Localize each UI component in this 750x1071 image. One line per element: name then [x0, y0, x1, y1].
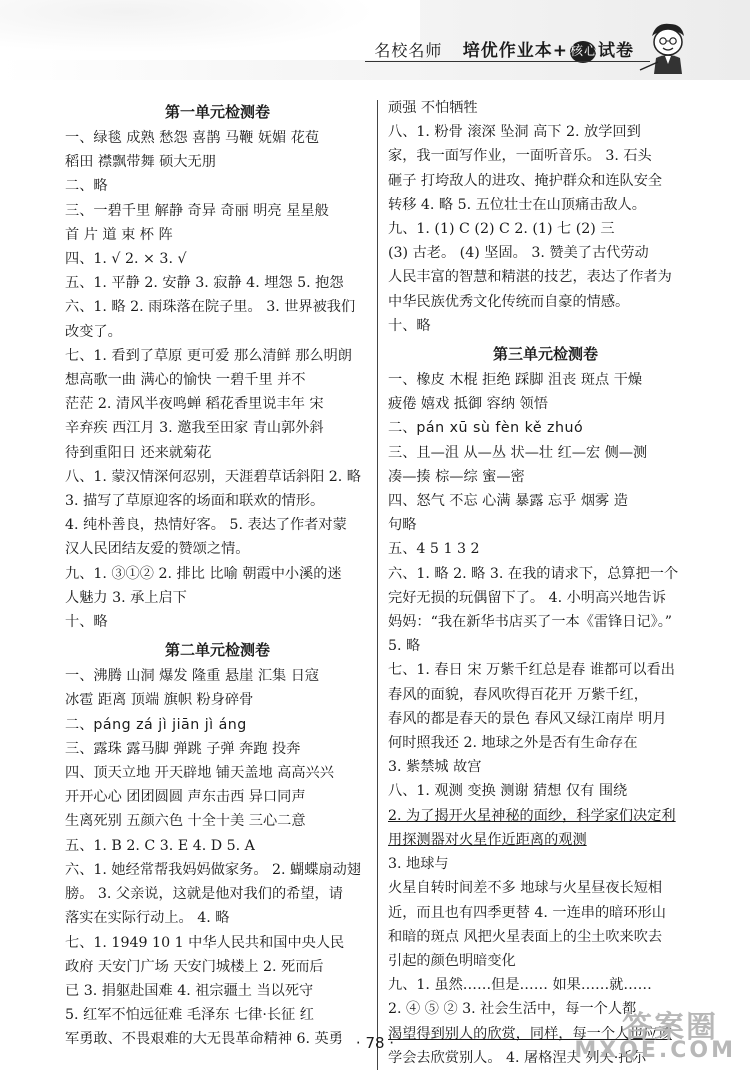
- item-number: 一、: [65, 130, 94, 146]
- answer-item: [65, 344, 370, 368]
- answer-text: 1. (1) C (2) C 2. (1) 七 (2) 三: [416, 221, 615, 238]
- item-number: 五、: [65, 837, 94, 854]
- answer-continuation: [65, 882, 370, 906]
- answer-continuation: [65, 416, 370, 440]
- answer-item: [388, 120, 703, 144]
- answer-item: [65, 126, 370, 150]
- answer-item: [388, 562, 703, 586]
- answer-text: 句略: [388, 517, 417, 534]
- answer-text: 一碧千里 解静 奇异 奇丽 明亮 星星般: [93, 202, 329, 219]
- item-number: 五、: [65, 275, 94, 292]
- answer-text: 近，而且也有四季更替 4. 一连串的暗环形山: [388, 904, 666, 921]
- answer-text: 已 3. 捐躯赴国难 4. 祖宗疆土 当以死守: [65, 982, 314, 999]
- header-series-prefix: 培优作业本+: [462, 41, 568, 61]
- answer-text: 绿毯 成熟 愁怨 喜鹊 马鞭 妩媚 花苞: [93, 130, 320, 146]
- answer-continuation: [65, 979, 370, 1003]
- answer-text: 1. 虽然……但是…… 如果……就……: [416, 977, 652, 994]
- item-number: 八、: [388, 124, 417, 141]
- answer-continuation: [388, 265, 703, 289]
- answer-text: 且—沮 从—丛 状—壮 红—宏 侧—测: [416, 444, 648, 461]
- answer-item: [65, 858, 370, 882]
- answer-continuation: [65, 906, 370, 930]
- answer-item: [65, 465, 370, 489]
- item-number: 六、: [388, 565, 417, 582]
- answer-continuation: [65, 320, 370, 344]
- item-number: 三、: [65, 202, 94, 219]
- watermark-logo: [574, 1002, 740, 1066]
- answer-text: 想高歌一曲 满心的愉快 一碧千里 并不: [65, 372, 306, 389]
- answer-continuation: [388, 876, 703, 900]
- answer-continuation: [65, 150, 370, 174]
- item-number: 三、: [65, 740, 94, 757]
- item-number: 二、: [388, 420, 417, 437]
- answer-text: 略: [416, 317, 431, 334]
- watermark-text-top: 答案圈: [622, 1010, 718, 1045]
- answer-text: 家，我一面写作业，一面听音乐。 3. 石头: [388, 148, 652, 165]
- answer-text: 生离死别 五颜六色 十全十美 三心二意: [65, 813, 306, 830]
- answer-continuation: [388, 852, 703, 876]
- answer-text: 4 5 1 3 2: [416, 541, 480, 558]
- item-number: 八、: [388, 783, 417, 800]
- answer-item: [65, 834, 370, 858]
- answer-item: [65, 610, 370, 634]
- page-header: [0, 0, 750, 80]
- answer-item: [65, 931, 370, 955]
- answer-continuation: [388, 804, 703, 828]
- answer-continuation: [65, 441, 370, 465]
- answer-text: 1. ③①② 2. 排比 比喻 朝霞中小溪的迷: [93, 565, 342, 582]
- section-title: 第三单元检测卷: [492, 345, 598, 364]
- answer-item: [65, 761, 370, 785]
- answer-continuation: [388, 586, 703, 610]
- answer-text: pán xū sù fèn kě zhuó: [416, 420, 584, 437]
- answer-text: 4. 纯朴善良，热情好客。 5. 表达了作者对蒙: [65, 517, 347, 534]
- item-number: 九、: [388, 977, 417, 994]
- header-decoration: [0, 0, 420, 60]
- answer-text: 春风的面貌，春风吹得百花开 万紫千红，: [388, 686, 648, 703]
- item-number: 二、: [65, 716, 94, 733]
- teacher-mascot-icon: [638, 16, 698, 76]
- answer-text: 和暗的斑点 风把火星表面上的尘土吹来吹去: [388, 928, 663, 945]
- header-title: [374, 36, 634, 63]
- item-number: 一、: [65, 668, 94, 685]
- answer-item: [65, 562, 370, 586]
- answer-text: 1. 看到了草原 更可爱 那么清鲜 那么明朗: [93, 347, 352, 364]
- answer-text: 1. 略 2. 略 3. 在我的请求下，总算把一个: [416, 565, 679, 582]
- header-seal-icon: 核心: [570, 41, 596, 63]
- answer-text: 橡皮 木棍 拒绝 踩脚 沮丧 斑点 干燥: [416, 372, 643, 389]
- answer-text: 2. ④ ⑤ ② 3. 社会生活中，每一个人都: [388, 1001, 637, 1018]
- header-school: 名校名师: [374, 41, 443, 60]
- section-title: 第二单元检测卷: [164, 641, 270, 660]
- answer-text: 春风的都是春天的景色 春风又绿江南岸 明月: [388, 710, 667, 727]
- answer-item: [388, 416, 703, 440]
- answer-text: 待到重阳日 还来就菊花: [65, 444, 212, 461]
- answer-text: 政府 天安门广场 天安门城楼上 2. 死而后: [65, 958, 324, 975]
- answer-text: 茫茫 2. 清风半夜鸣蝉 稻花香里说丰年 宋: [65, 396, 324, 413]
- item-number: 一、: [388, 372, 417, 389]
- answer-text: 人民丰富的智慧和精湛的技艺，表达了作者为: [388, 269, 672, 286]
- answer-text: 引起的颜色明暗变化: [388, 952, 516, 969]
- answer-text: 3. 紫禁城 故宫: [388, 759, 482, 776]
- answer-text: 膀。 3. 父亲说，这就是他对我们的希望，请: [65, 886, 343, 903]
- right-column: [388, 96, 703, 1070]
- item-number: 九、: [388, 221, 417, 238]
- answer-text: 完好无损的玩偶留下了。 4. 小明高兴地告诉: [388, 589, 666, 606]
- answer-continuation: [65, 586, 370, 610]
- answer-text: 冰雹 距离 顶端 旗帜 粉身碎骨: [65, 692, 254, 709]
- answer-continuation: [65, 809, 370, 833]
- answer-text: 辛弃疾 西江月 3. 邀我至田家 青山郭外斜: [65, 420, 324, 437]
- answer-text: 人魅力 3. 承上启下: [65, 589, 187, 606]
- answer-continuation: [388, 828, 703, 852]
- answer-continuation: [65, 513, 370, 537]
- answer-text: 用探测器对火星作近距离的观测: [388, 831, 587, 848]
- page-number: · 78 ·: [355, 1034, 395, 1052]
- column-divider: [377, 100, 378, 1070]
- item-number: 七、: [388, 662, 417, 679]
- answer-text: 怒气 不忘 心满 暴露 忘乎 烟雾 造: [416, 493, 628, 510]
- answer-text: 露珠 露马脚 弹跳 子弹 奔跑 投奔: [93, 740, 301, 757]
- answer-continuation: [388, 731, 703, 755]
- answer-text: 3. 描写了草原迎客的场面和联欢的情形。: [65, 493, 325, 510]
- answer-item: [388, 973, 703, 997]
- answer-item: [65, 664, 370, 688]
- answer-text: 2. 为了揭开火星神秘的面纱，科学家们决定利: [388, 807, 676, 824]
- answer-item: [65, 737, 370, 761]
- item-number: 四、: [65, 251, 94, 268]
- item-number: 四、: [388, 493, 417, 510]
- answer-item: [65, 247, 370, 271]
- answer-text: 沸腾 山洞 爆发 隆重 悬崖 汇集 日寇: [93, 668, 320, 685]
- section-title: 第一单元检测卷: [164, 103, 270, 121]
- answer-text: 稻田 襟飘带舞 硕大无朋: [65, 154, 216, 171]
- item-number: 七、: [65, 347, 94, 364]
- answer-text: 1. 平静 2. 安静 3. 寂静 4. 埋怨 5. 抱怨: [93, 275, 344, 292]
- answer-item: [388, 537, 703, 561]
- item-number: 四、: [65, 765, 94, 782]
- answer-text: 1. 她经常帮我妈妈做家务。 2. 蝴蝶扇动翅: [93, 861, 361, 878]
- answer-continuation: [388, 901, 703, 925]
- answer-continuation: [388, 169, 703, 193]
- watermark-text-bottom: MXQE.COM: [574, 1038, 736, 1063]
- answer-continuation: [388, 634, 703, 658]
- answer-text: 何时照我还 2. 地球之外是否有生命存在: [388, 735, 638, 752]
- answer-text: 1. 1949 10 1 中华人民共和国中央人民: [93, 934, 345, 951]
- answer-text: (3) 古老。 (4) 坚固。 3. 赞美了古代劳动: [388, 245, 649, 262]
- answer-item: [388, 368, 703, 392]
- answer-item: [388, 779, 703, 803]
- answer-continuation: [388, 925, 703, 949]
- answer-continuation: [388, 241, 703, 265]
- answer-text: 汉人民团结友爱的赞颂之情。: [65, 541, 250, 558]
- item-number: 七、: [65, 934, 94, 951]
- answer-text: 略: [93, 178, 108, 195]
- answer-text: 1. 粉骨 滚深 坠洞 高下 2. 放学回到: [416, 124, 641, 141]
- item-number: 二、: [65, 178, 94, 195]
- answer-text: 凑—揍 棕—综 蜜—密: [388, 468, 525, 485]
- answer-continuation: [65, 489, 370, 513]
- answer-text: 学会去欣赏别人。 4. 屠格涅夫 列夫·托尔: [388, 1049, 647, 1066]
- item-number: 九、: [65, 565, 94, 582]
- answer-item: [388, 441, 703, 465]
- answer-continuation: [65, 537, 370, 561]
- answer-text: páng zá jì jiān jì áng: [93, 716, 247, 733]
- answer-continuation: [388, 144, 703, 168]
- header-rule: [365, 61, 650, 62]
- answer-text: 1. B 2. C 3. E 4. D 5. A: [93, 837, 255, 854]
- answer-text: 顽强 不怕牺牲: [388, 100, 478, 116]
- answer-text: 疲倦 嬉戏 抵御 容纳 领悟: [388, 396, 548, 413]
- answer-item: [65, 199, 370, 223]
- answer-continuation: [65, 688, 370, 712]
- answer-text: 开开心心 团团圆圆 声东击西 异口同声: [65, 789, 306, 806]
- answer-text: 中华民族优秀文化传统而自豪的情感。: [388, 293, 630, 310]
- answer-continuation: [388, 949, 703, 973]
- answer-text: 顶天立地 开天辟地 铺天盖地 高高兴兴: [93, 765, 334, 782]
- answer-continuation: [388, 707, 703, 731]
- answer-text: 落实在实际行动上。 4. 略: [65, 910, 230, 927]
- answer-text: 1. √ 2. × 3. √: [93, 251, 187, 268]
- answer-continuation: [388, 683, 703, 707]
- answer-continuation: [388, 193, 703, 217]
- header-series-suffix: 试卷: [598, 41, 634, 61]
- answer-text: 1. 观测 变换 测谢 猜想 仅有 围绕: [416, 783, 628, 800]
- answer-text: 军勇敢、不畏艰难的大无畏革命精神 6. 英勇: [65, 1031, 343, 1048]
- answer-continuation: [388, 290, 703, 314]
- answer-continuation: [388, 610, 703, 634]
- answer-item: [65, 295, 370, 319]
- answer-text: 首 片 道 束 杯 阵: [65, 226, 173, 243]
- answer-item: [388, 658, 703, 682]
- answer-text: 砸子 打垮敌人的进攻、掩护群众和连队安全: [388, 172, 663, 189]
- answer-continuation: [65, 1003, 370, 1027]
- answer-text: 渴望得到别人的欣赏，同样，每一个人也应该: [388, 1025, 672, 1042]
- item-number: 十、: [388, 317, 417, 334]
- answer-text: 5. 红军不怕远征难 毛泽东 七律·长征 红: [65, 1007, 314, 1024]
- item-number: 六、: [65, 861, 94, 878]
- item-number: 三、: [388, 444, 417, 461]
- answer-continuation: [65, 368, 370, 392]
- answer-continuation: [388, 513, 703, 537]
- answer-text: 转移 4. 略 5. 五位壮士在山顶痛击敌人。: [388, 196, 646, 213]
- item-number: 十、: [65, 614, 94, 631]
- item-number: 六、: [65, 299, 94, 316]
- answer-text: 妈妈：“我在新华书店买了一本《雷锋日记》。”: [388, 614, 673, 631]
- left-column: [65, 96, 370, 1052]
- answer-continuation: [388, 755, 703, 779]
- answer-text: 1. 略 2. 雨珠落在院子里。 3. 世界被我们: [93, 299, 356, 316]
- answer-continuation: [65, 955, 370, 979]
- answer-text: 火星自转时间差不多 地球与火星昼夜长短相: [388, 880, 663, 897]
- answer-continuation: [65, 392, 370, 416]
- answer-continuation: [65, 785, 370, 809]
- answer-continuation: [388, 96, 703, 120]
- item-number: 五、: [388, 541, 417, 558]
- answer-text: 略: [93, 614, 108, 631]
- answer-item: [388, 314, 703, 338]
- answer-item: [388, 217, 703, 241]
- answer-text: 3. 地球与: [388, 856, 449, 873]
- answer-item: [388, 489, 703, 513]
- answer-item: [65, 174, 370, 198]
- answer-text: 改变了。: [65, 323, 122, 340]
- answer-text: 1. 春日 宋 万紫千红总是春 谁都可以看出: [416, 662, 675, 679]
- answer-item: [65, 713, 370, 737]
- answer-continuation: [388, 465, 703, 489]
- item-number: 八、: [65, 468, 94, 485]
- answer-text: 1. 蒙汉情深何忍别，天涯碧草话斜阳 2. 略: [93, 468, 361, 485]
- answer-text: 5. 略: [388, 638, 421, 655]
- answer-continuation: [388, 392, 703, 416]
- answer-continuation: [65, 223, 370, 247]
- answer-item: [65, 271, 370, 295]
